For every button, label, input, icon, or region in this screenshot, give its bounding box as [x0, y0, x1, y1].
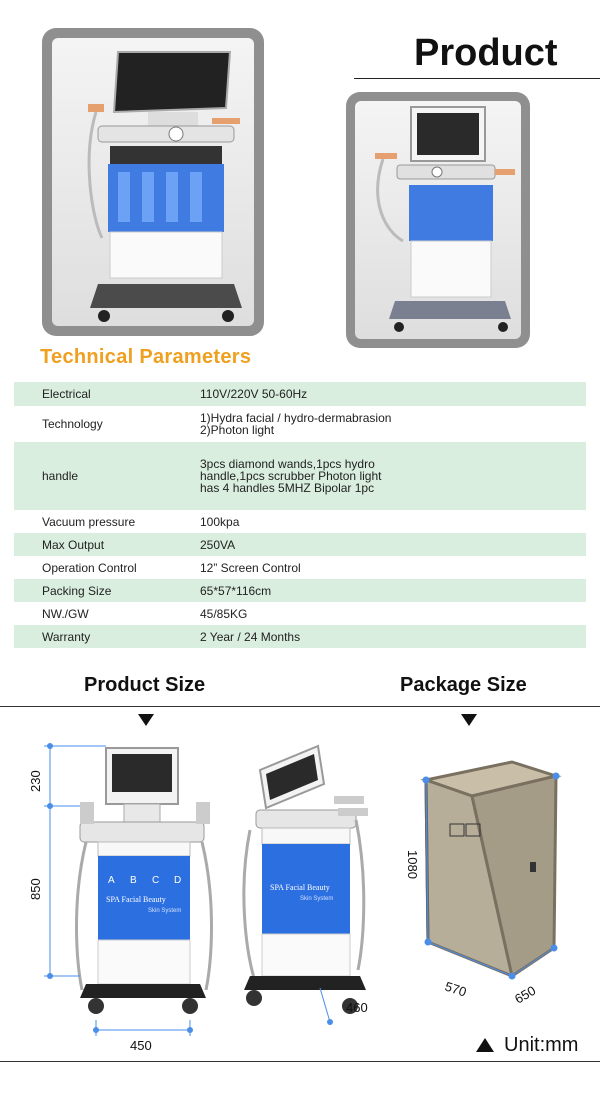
param-value: 250VA: [200, 537, 236, 552]
table-row: [14, 406, 586, 442]
machine-front: [77, 748, 212, 1014]
machine-side-image: [355, 101, 521, 339]
section-divider-bottom: [0, 1061, 600, 1062]
param-value: 65*57*116cm: [200, 583, 272, 598]
crate: [426, 762, 556, 976]
param-label: Vacuum pressure: [42, 514, 136, 529]
triangle-up-icon: [476, 1038, 494, 1052]
panel-brand-text-side: SPA Facial Beauty: [270, 883, 330, 892]
product-photo-frame-left: [42, 28, 264, 336]
dim-height-top: 230: [28, 770, 43, 792]
dim-width: 450: [130, 1038, 152, 1053]
parameters-table: [14, 382, 586, 648]
table-row: [14, 442, 586, 510]
dim-package-depth: 650: [512, 982, 539, 1007]
machine-side: [244, 746, 368, 1014]
package-size-diagram: [386, 752, 596, 1012]
product-photo-frame-right: [346, 92, 530, 348]
dim-package-width: 570: [443, 978, 469, 1000]
panel-brand-text: SPA Facial Beauty: [106, 895, 166, 904]
section-title: Technical Parameters: [40, 346, 252, 368]
panel-button-d: D: [174, 875, 182, 886]
section-divider-top: [0, 706, 600, 707]
table-row: [14, 382, 586, 406]
panel-sub-text: Skin System: [148, 908, 182, 914]
table-row: [14, 533, 586, 556]
unit-label: Unit:mm: [504, 1034, 579, 1056]
package-size-heading: Package Size: [400, 674, 527, 696]
param-value: 12” Screen Control: [200, 560, 301, 575]
product-size-heading: Product Size: [84, 674, 206, 696]
param-label: Warranty: [42, 629, 91, 644]
machine-front-image: [52, 38, 254, 326]
param-label: Electrical: [42, 387, 91, 401]
dim-package-height: 1080: [405, 850, 420, 879]
param-value: 2 Year / 24 Months: [200, 629, 301, 644]
param-label: NW./GW: [42, 606, 89, 621]
param-label: Technology: [42, 417, 103, 431]
param-value: 100kpa: [200, 514, 240, 529]
param-value: 1)Hydra facial / hydro-dermabrasion 2)Photon light: [200, 411, 392, 437]
product-size-diagram: [20, 730, 400, 1060]
panel-button-c: C: [152, 875, 160, 886]
table-row: [14, 579, 586, 602]
panel-button-a: A: [108, 875, 115, 886]
param-label: Max Output: [42, 537, 105, 552]
param-label: Packing Size: [42, 583, 112, 598]
panel-sub-text-side: Skin System: [300, 896, 334, 902]
param-value: 110V/220V 50-60Hz: [200, 387, 308, 401]
triangle-down-icon: [138, 714, 154, 726]
table-row: [14, 602, 586, 625]
param-value: 3pcs diamond wands,1pcs hydro handle,1pcs scrubber Photon light has 4 handles 5MHZ Bipolar 1pc: [200, 457, 382, 495]
param-value: 45/85KG: [200, 606, 248, 621]
table-row: [14, 556, 586, 579]
param-label: Operation Control: [42, 560, 137, 575]
param-label: handle: [42, 469, 79, 483]
dim-depth: 460: [346, 1000, 368, 1015]
triangle-down-icon: [461, 714, 477, 726]
title-underline: [354, 78, 600, 79]
page-title: Product: [414, 32, 558, 74]
table-row: [14, 510, 586, 533]
dim-height-body: 850: [28, 878, 43, 900]
panel-button-b: B: [130, 875, 137, 886]
table-row: [14, 625, 586, 648]
